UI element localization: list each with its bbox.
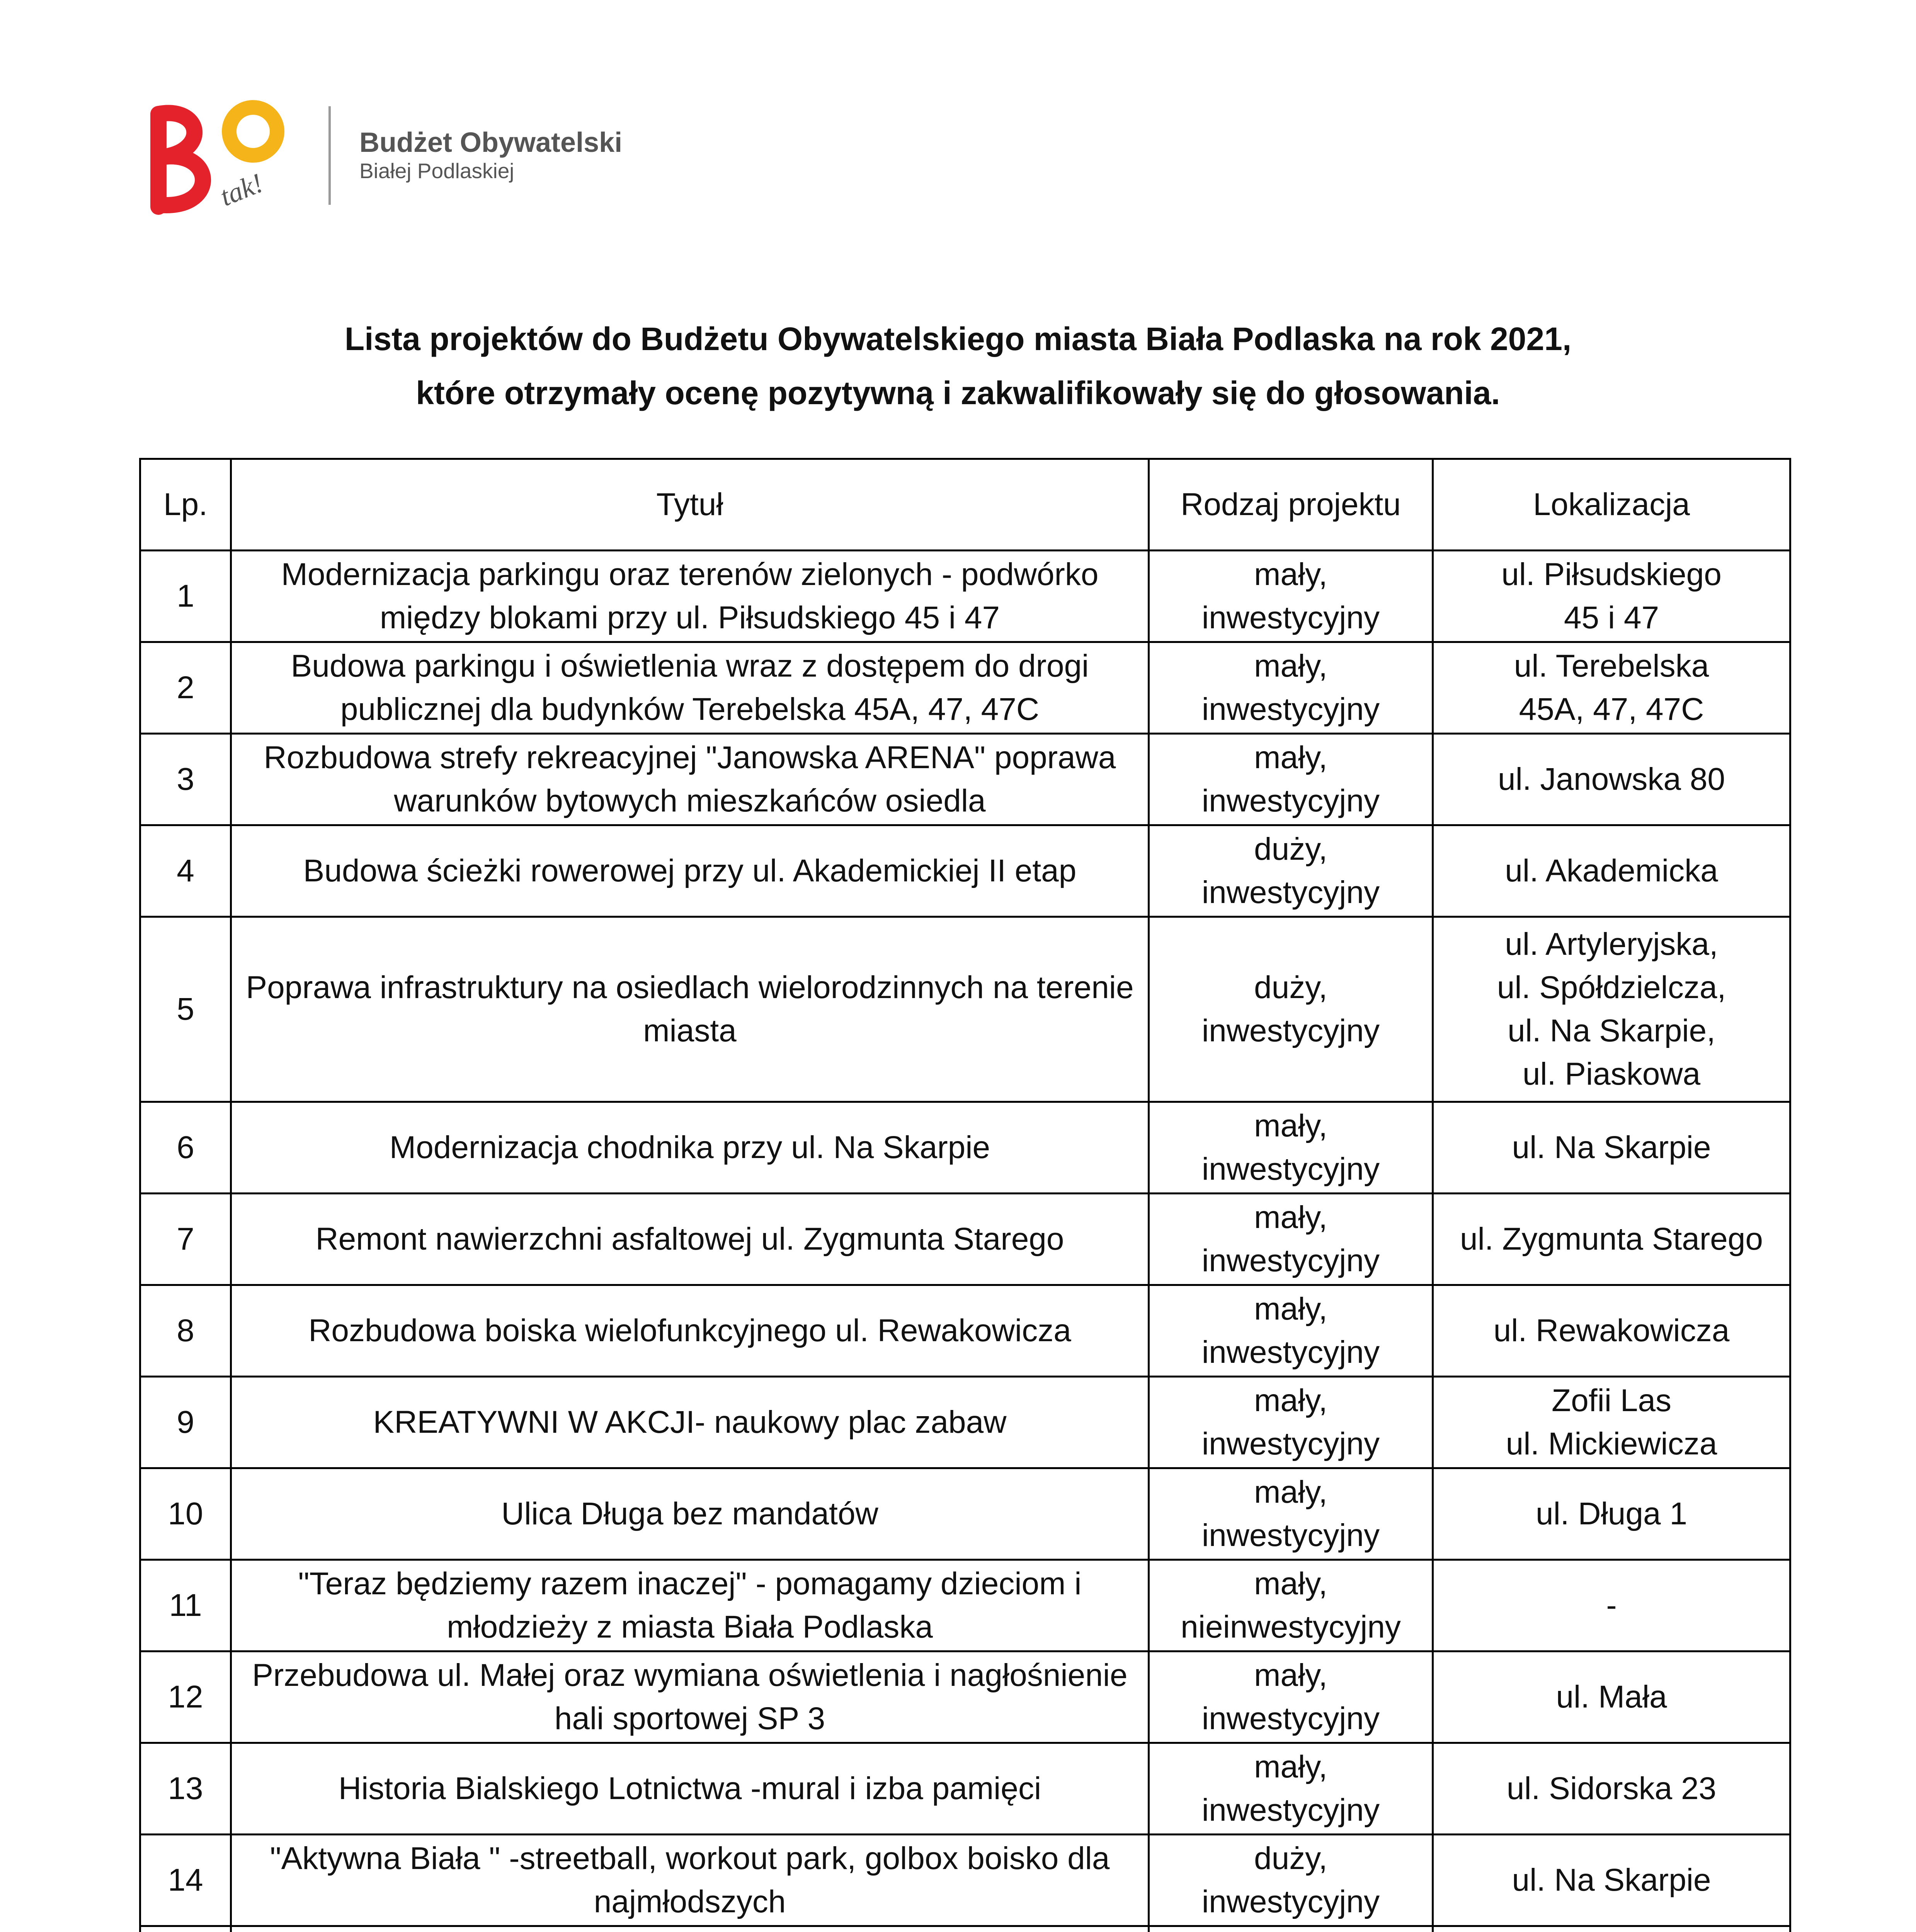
table-row <box>140 1651 1790 1743</box>
cell-title: Rozbudowa boiska wielofunkcyjnego ul. Rewakowicza <box>231 1285 1149 1377</box>
location-line: ul. Terebelska <box>1514 648 1709 684</box>
cell-lp: 11 <box>140 1560 231 1651</box>
logo-subtitle: Białej Podlaskiej <box>359 159 514 183</box>
type-line: mały, <box>1254 1475 1327 1510</box>
table-row <box>140 1377 1790 1468</box>
location-line: ul. Piłsudskiego <box>1501 557 1722 592</box>
type-line: nieinwestycyjny <box>1181 1609 1401 1645</box>
location-line: ul. Na Skarpie <box>1512 1130 1711 1165</box>
bo-tak-logo <box>143 99 294 222</box>
table-row <box>140 1926 1790 1932</box>
table-row <box>140 734 1790 825</box>
type-line: inwestycyjny <box>1201 1013 1380 1048</box>
table-row <box>140 551 1790 642</box>
table-header-row <box>140 459 1790 551</box>
type-line: inwestycyjny <box>1201 1701 1380 1736</box>
cell-title: Remont nawierzchni asfaltowej ul. Zygmunta Starego <box>231 1194 1149 1285</box>
header-title: Tytuł <box>231 459 1149 551</box>
location-line: ul. Sidorska 23 <box>1506 1771 1717 1806</box>
cell-title <box>231 1926 1149 1932</box>
cell-location <box>1433 1835 1790 1926</box>
type-line: mały, <box>1254 1383 1327 1418</box>
table-row <box>140 917 1790 1102</box>
table-row <box>140 642 1790 734</box>
cell-lp: 12 <box>140 1651 231 1743</box>
location-line: ul. Długa 1 <box>1535 1496 1688 1531</box>
table-row <box>140 1285 1790 1377</box>
cell-location <box>1433 1102 1790 1194</box>
cell-type <box>1149 1651 1433 1743</box>
cell-title: Przebudowa ul. Małej oraz wymiana oświetlenia i nagłośnienie hali sportowej SP 3 <box>231 1651 1149 1743</box>
cell-location <box>1433 1926 1790 1932</box>
cell-type <box>1149 551 1433 642</box>
type-line: mały, <box>1254 1658 1327 1693</box>
type-line: duży, <box>1254 832 1327 867</box>
cell-type <box>1149 1468 1433 1560</box>
cell-title: Historia Bialskiego Lotnictwa -mural i izba pamięci <box>231 1743 1149 1835</box>
cell-title: Ulica Długa bez mandatów <box>231 1468 1149 1560</box>
location-line: ul. Spółdzielcza, <box>1497 970 1726 1005</box>
cell-title: "Aktywna Biała " -streetball, workout park, golbox boisko dla najmłodszych <box>231 1835 1149 1926</box>
location-line: ul. Artyleryjska, <box>1505 927 1718 962</box>
cell-location <box>1433 642 1790 734</box>
location-line: ul. Na Skarpie, <box>1508 1013 1715 1048</box>
location-line: ul. Akademicka <box>1505 853 1718 888</box>
cell-location <box>1433 1377 1790 1468</box>
cell-lp: 7 <box>140 1194 231 1285</box>
cell-lp: 14 <box>140 1835 231 1926</box>
cell-lp: 4 <box>140 825 231 917</box>
cell-location <box>1433 917 1790 1102</box>
type-line: inwestycyjny <box>1201 1243 1380 1278</box>
location-line: 45 i 47 <box>1564 600 1659 635</box>
type-line: inwestycyjny <box>1201 1335 1380 1370</box>
projects-table <box>139 458 1791 1932</box>
location-line: ul. Zygmunta Starego <box>1460 1221 1763 1257</box>
cell-title: Modernizacja chodnika przy ul. Na Skarpie <box>231 1102 1149 1194</box>
location-line: Zofii Las <box>1552 1383 1671 1418</box>
location-line: ul. Mickiewicza <box>1506 1426 1717 1461</box>
cell-type <box>1149 1194 1433 1285</box>
cell-title: KREATYWNI W AKCJI- naukowy plac zabaw <box>231 1377 1149 1468</box>
page-title-line-1: Lista projektów do Budżetu Obywatelskiego miasta Biała Podlaska na rok 2021, <box>344 321 1572 357</box>
cell-location <box>1433 825 1790 917</box>
type-line: duży, <box>1254 1841 1327 1876</box>
cell-lp: 13 <box>140 1743 231 1835</box>
type-line: duży, <box>1254 970 1327 1005</box>
type-line: mały, <box>1254 1200 1327 1235</box>
location-line: ul. Mała <box>1556 1679 1667 1714</box>
cell-title: Budowa ścieżki rowerowej przy ul. Akademickiej II etap <box>231 825 1149 917</box>
cell-title: Rozbudowa strefy rekreacyjnej "Janowska ARENA" poprawa warunków bytowych mieszkańców osiedla <box>231 734 1149 825</box>
logo-title: Budżet Obywatelski <box>359 127 623 158</box>
cell-location <box>1433 734 1790 825</box>
cell-location <box>1433 551 1790 642</box>
table-row <box>140 1835 1790 1926</box>
cell-lp: 10 <box>140 1468 231 1560</box>
logo-tagline: tak! <box>215 167 267 212</box>
cell-lp <box>140 1926 231 1932</box>
cell-lp: 9 <box>140 1377 231 1468</box>
type-line: inwestycyjny <box>1201 1426 1380 1461</box>
location-line: ul. Janowska 80 <box>1497 762 1725 797</box>
location-line: - <box>1606 1588 1617 1623</box>
cell-type <box>1149 642 1433 734</box>
cell-lp: 5 <box>140 917 231 1102</box>
cell-title: Budowa parkingu i oświetlenia wraz z dostępem do drogi publicznej dla budynków Terebelska 45A, 47, 47C <box>231 642 1149 734</box>
header-location: Lokalizacja <box>1433 459 1790 551</box>
cell-location <box>1433 1560 1790 1651</box>
page-title-line-2: które otrzymały ocenę pozytywną i zakwalifikowały się do głosowania. <box>416 375 1500 411</box>
type-line: inwestycyjny <box>1201 1884 1380 1919</box>
cell-type <box>1149 1743 1433 1835</box>
cell-type <box>1149 1285 1433 1377</box>
cell-location <box>1433 1743 1790 1835</box>
cell-location <box>1433 1651 1790 1743</box>
cell-type <box>1149 1560 1433 1651</box>
type-line: mały, <box>1254 740 1327 775</box>
cell-type <box>1149 1377 1433 1468</box>
cell-type <box>1149 917 1433 1102</box>
type-line: mały, <box>1254 1291 1327 1327</box>
table-row <box>140 1102 1790 1194</box>
cell-title: Poprawa infrastruktury na osiedlach wielorodzinnych na terenie miasta <box>231 917 1149 1102</box>
type-line: mały, <box>1254 1108 1327 1143</box>
cell-lp: 6 <box>140 1102 231 1194</box>
type-line: inwestycyjny <box>1201 875 1380 910</box>
header-lp: Lp. <box>140 459 231 551</box>
cell-location <box>1433 1468 1790 1560</box>
type-line: inwestycyjny <box>1201 600 1380 635</box>
cell-lp: 1 <box>140 551 231 642</box>
table-body <box>140 551 1790 1932</box>
type-line: inwestycyjny <box>1201 1151 1380 1187</box>
table-row <box>140 1194 1790 1285</box>
type-line: mały, <box>1254 557 1327 592</box>
type-line: inwestycyjny <box>1201 692 1380 727</box>
location-line: ul. Piaskowa <box>1522 1056 1701 1092</box>
cell-type <box>1149 734 1433 825</box>
cell-lp: 2 <box>140 642 231 734</box>
cell-type <box>1149 1835 1433 1926</box>
location-line: ul. Na Skarpie <box>1512 1862 1711 1898</box>
table-row <box>140 1468 1790 1560</box>
cell-location <box>1433 1194 1790 1285</box>
cell-lp: 8 <box>140 1285 231 1377</box>
table-row <box>140 1560 1790 1651</box>
header-type: Rodzaj projektu <box>1149 459 1433 551</box>
table-row <box>140 825 1790 917</box>
location-line: ul. Rewakowicza <box>1493 1313 1730 1348</box>
cell-title: "Teraz będziemy razem inaczej" - pomagamy dzieciom i młodzieży z miasta Biała Podlaska <box>231 1560 1149 1651</box>
cell-title: Modernizacja parkingu oraz terenów zielonych - podwórko między blokami przy ul. Piłsudskiego 45 i 47 <box>231 551 1149 642</box>
cell-lp: 3 <box>140 734 231 825</box>
type-line: mały, <box>1254 648 1327 684</box>
type-line: inwestycyjny <box>1201 1793 1380 1828</box>
logo-divider <box>328 106 331 205</box>
location-line: 45A, 47, 47C <box>1519 692 1704 727</box>
cell-type <box>1149 825 1433 917</box>
cell-type <box>1149 1926 1433 1932</box>
type-line: inwestycyjny <box>1201 783 1380 818</box>
type-line: mały, <box>1254 1749 1327 1784</box>
type-line: mały, <box>1254 1566 1327 1601</box>
table-row <box>140 1743 1790 1835</box>
type-line: inwestycyjny <box>1201 1518 1380 1553</box>
cell-location <box>1433 1285 1790 1377</box>
cell-type <box>1149 1102 1433 1194</box>
